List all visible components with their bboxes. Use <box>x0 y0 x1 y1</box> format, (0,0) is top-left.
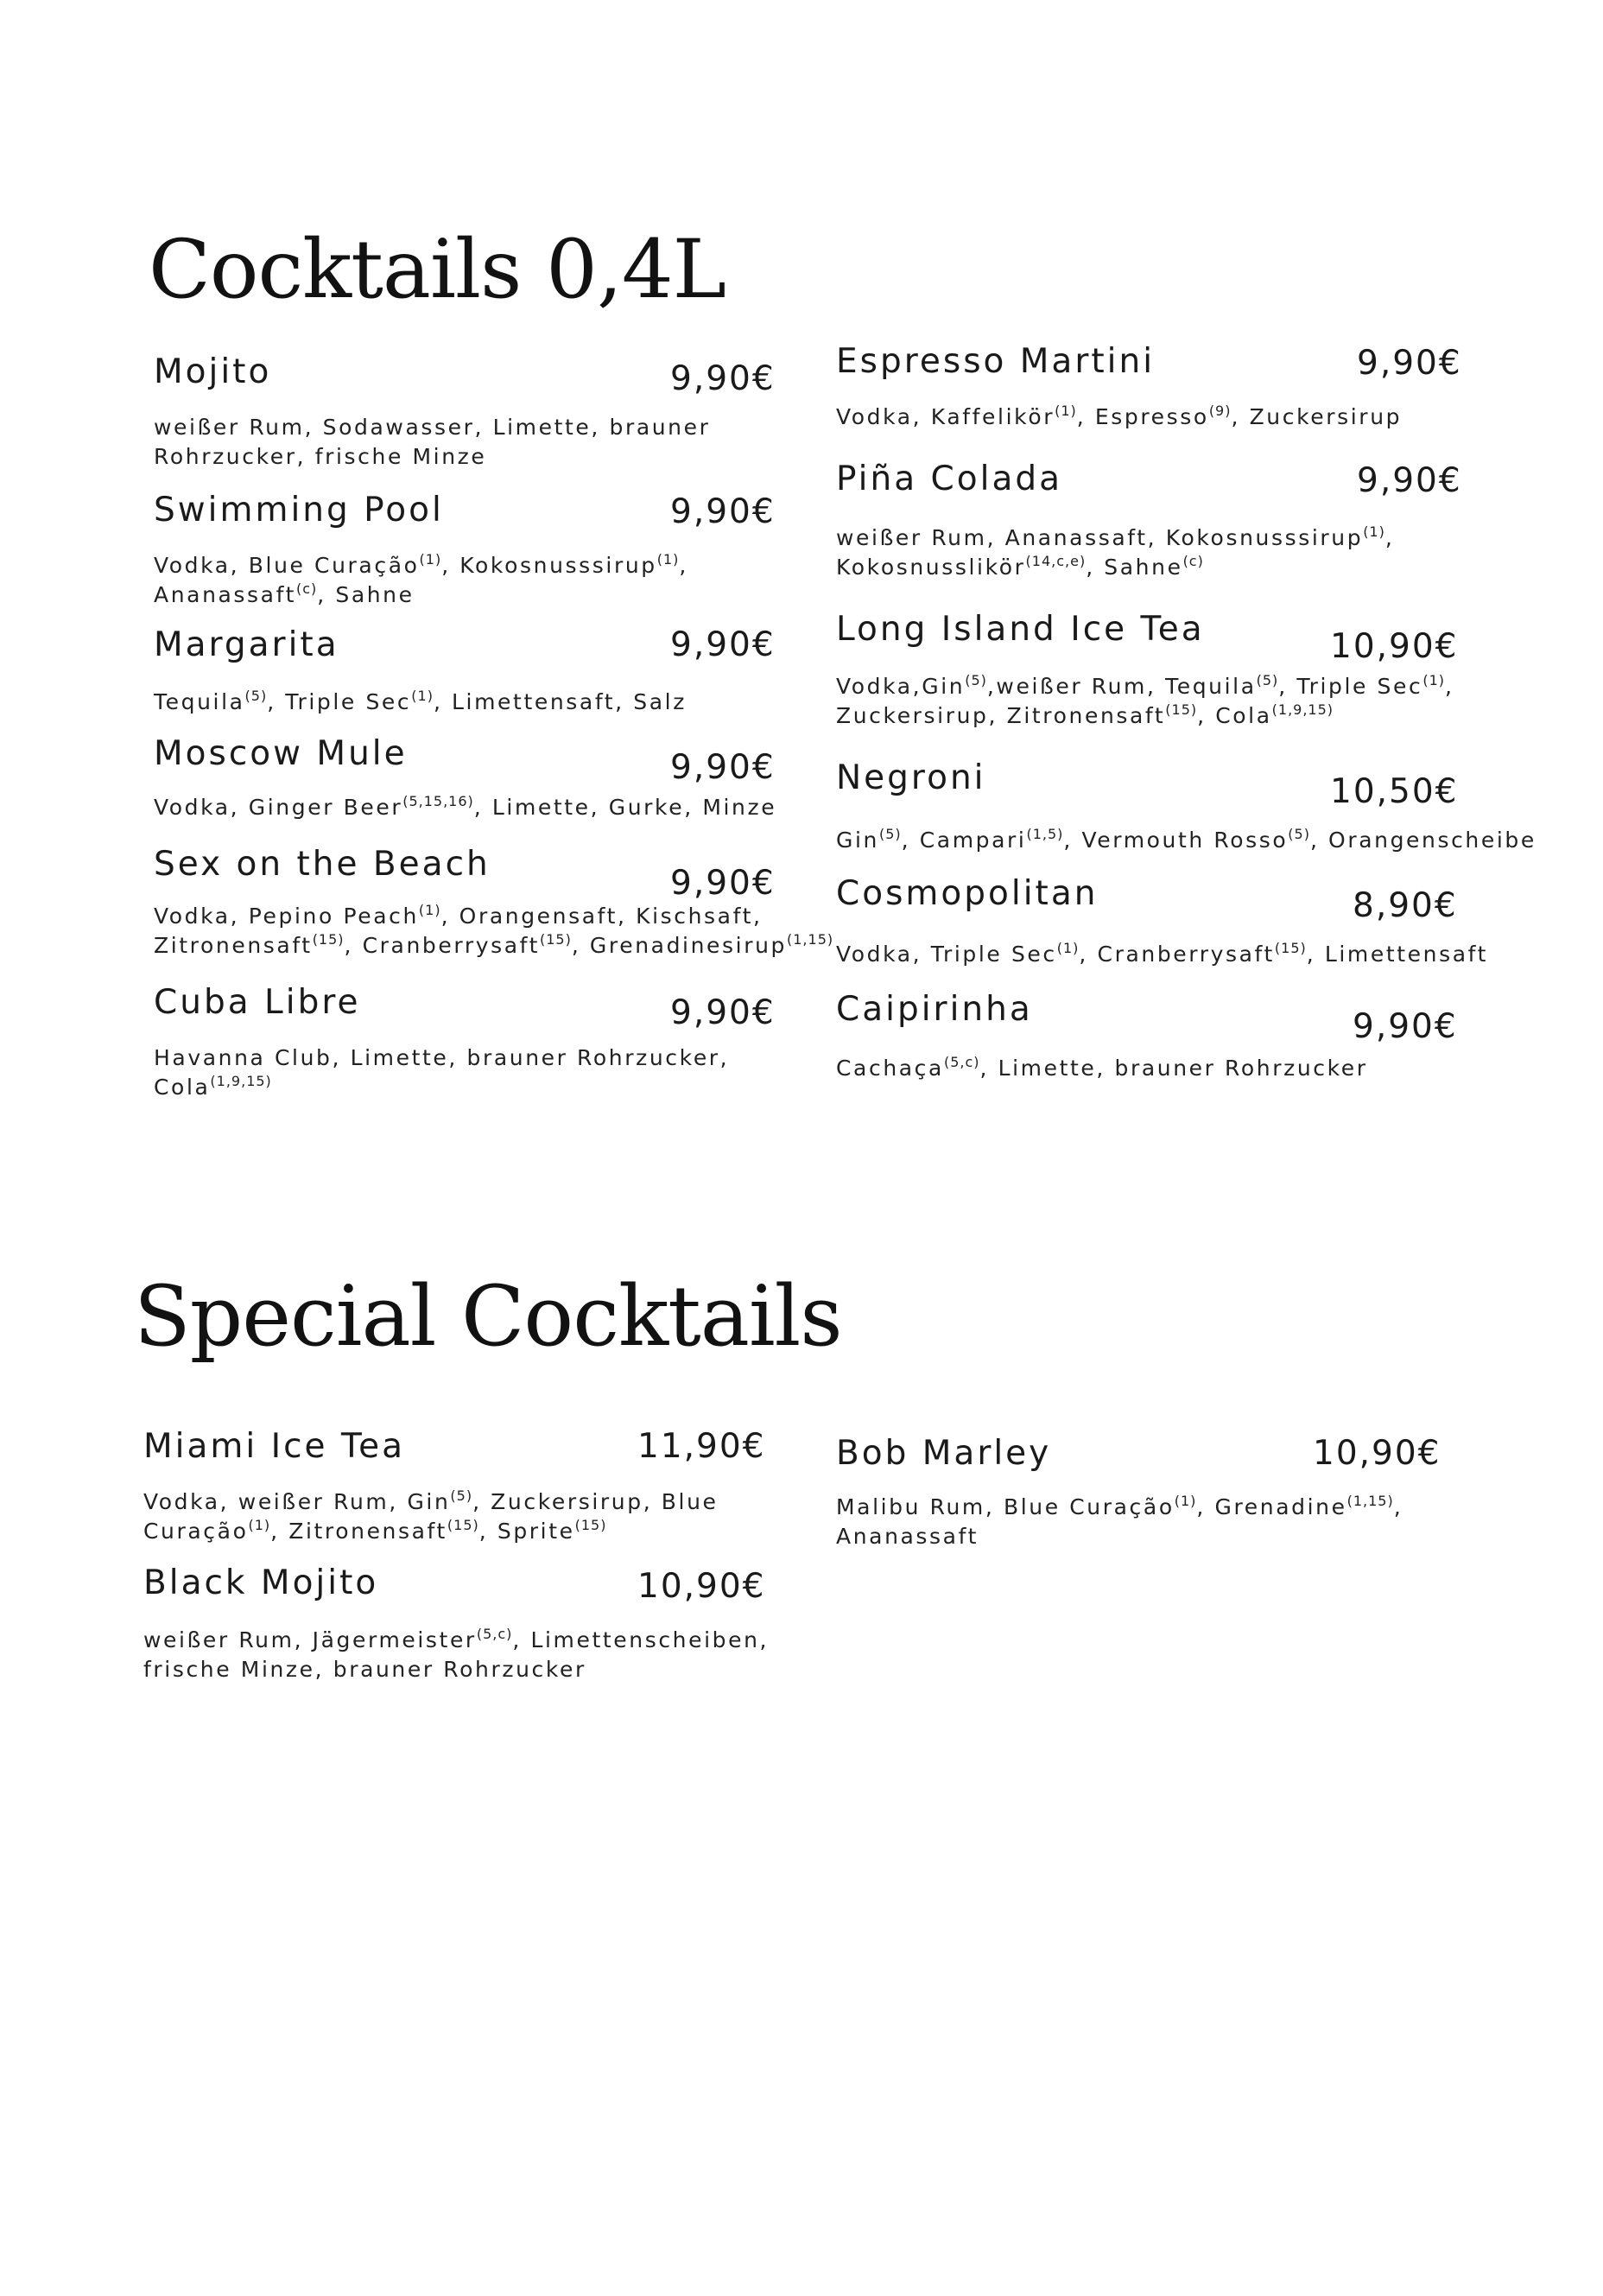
item-price: 9,90€ <box>670 864 776 903</box>
item-name: Negroni <box>836 758 986 797</box>
description-line <box>154 793 776 822</box>
item-price: 9,90€ <box>670 625 776 664</box>
description-line <box>154 551 688 580</box>
allergen-code: (1) <box>1174 1493 1197 1509</box>
description-text: , Limettensaft <box>1306 942 1488 967</box>
item-name: Bob Marley <box>836 1434 1052 1473</box>
description-text: Cachaça <box>836 1056 944 1081</box>
description-text: , Espresso <box>1076 404 1209 429</box>
description-line <box>836 701 1454 731</box>
description-text: , Zuckersirup <box>1231 404 1403 429</box>
description-text: , Limettenscheiben, <box>512 1627 770 1652</box>
allergen-code: (1) <box>1056 940 1080 956</box>
allergen-code: (5) <box>965 672 987 688</box>
description-line <box>836 826 1536 855</box>
item-name: Cosmopolitan <box>836 874 1099 913</box>
description-text: Malibu Rum, Blue Curação <box>836 1494 1175 1519</box>
description-line <box>836 1493 1403 1522</box>
description-line <box>154 442 711 472</box>
item-name: Black Mojito <box>143 1563 379 1602</box>
section-title-special-cocktails: Special Cocktails <box>134 1268 842 1365</box>
description-text: , Limette, brauner Rohrzucker <box>979 1056 1368 1081</box>
description-text: , <box>1384 525 1395 550</box>
description-line <box>143 1487 719 1517</box>
allergen-code: (1) <box>1422 672 1446 688</box>
item-price: 9,90€ <box>1357 344 1462 383</box>
description-text: weißer Rum, Ananassaft, Kokosnusssirup <box>836 525 1364 550</box>
description-line <box>836 1522 1403 1551</box>
allergen-code: (5) <box>1288 826 1310 842</box>
description-line <box>154 688 687 717</box>
description-text: , Limettensaft, Salz <box>433 689 687 714</box>
allergen-code: (5) <box>878 826 902 842</box>
description-text: Vodka, Triple Sec <box>836 942 1057 967</box>
description-text: , Kokosnusssirup <box>441 553 657 578</box>
description-text: Zitronensaft <box>154 933 313 958</box>
allergen-code: (5,c) <box>943 1054 980 1070</box>
item-price: 9,90€ <box>1357 461 1462 500</box>
allergen-code: (5,c) <box>476 1626 513 1642</box>
item-name: Miami Ice Tea <box>143 1427 406 1466</box>
description-text: Havanna Club, Limette, brauner Rohrzucker, <box>154 1045 730 1070</box>
description-text: Zuckersirup, Zitronensaft <box>836 703 1166 728</box>
description-line <box>836 523 1394 553</box>
item-price: 10,90€ <box>637 1567 766 1606</box>
allergen-code: (15) <box>447 1517 479 1533</box>
allergen-code: (1) <box>656 551 680 568</box>
allergen-code: (1) <box>248 1517 271 1533</box>
allergen-code: (1,15) <box>1346 1493 1394 1509</box>
allergen-code: (15) <box>1165 701 1198 718</box>
description-text: , Cranberrysaft <box>344 933 540 958</box>
item-description <box>836 826 1536 855</box>
description-text: , Grenadinesirup <box>571 933 787 958</box>
description-text: Vodka,Gin <box>836 674 966 699</box>
description-text: Gin <box>836 828 879 853</box>
description-text: Curação <box>143 1519 249 1544</box>
item-price: 9,90€ <box>670 993 776 1032</box>
allergen-code: (5) <box>450 1487 473 1504</box>
allergen-code: (9) <box>1208 403 1232 419</box>
allergen-code: (1,15) <box>787 931 834 948</box>
description-text: frische Minze, brauner Rohrzucker <box>143 1657 586 1682</box>
item-price: 10,50€ <box>1330 772 1459 811</box>
allergen-code: (15) <box>540 931 572 948</box>
allergen-code: (1) <box>419 551 442 568</box>
item-name: Mojito <box>154 352 272 391</box>
description-text: Vodka, Pepino Peach <box>154 904 419 929</box>
item-name: Long Island Ice Tea <box>836 610 1205 649</box>
description-text: ,weißer Rum, Tequila <box>986 674 1257 699</box>
description-line <box>836 403 1402 432</box>
description-text: , Orangensaft, Kischsaft, <box>440 904 763 929</box>
item-description <box>154 413 711 472</box>
item-name: Caipirinha <box>836 990 1033 1029</box>
item-name: Sex on the Beach <box>154 845 491 884</box>
description-text: , Sahne <box>1086 555 1183 580</box>
allergen-code: (15) <box>312 931 345 948</box>
item-price: 8,90€ <box>1353 886 1458 925</box>
item-description <box>836 1054 1368 1083</box>
item-name: Moscow Mule <box>154 734 408 773</box>
item-price: 9,90€ <box>1353 1007 1458 1046</box>
description-text: , Limette, Gurke, Minze <box>473 795 777 820</box>
description-line <box>154 1043 729 1073</box>
allergen-code: (15) <box>1274 940 1307 956</box>
description-text: , Triple Sec <box>1278 674 1423 699</box>
item-description <box>143 1487 719 1546</box>
item-description <box>836 672 1454 731</box>
item-description <box>154 793 776 822</box>
description-text: , Vermouth Rosso <box>1063 828 1289 853</box>
item-price: 9,90€ <box>670 359 776 398</box>
item-description <box>836 940 1488 969</box>
description-text: Vodka, Blue Curação <box>154 553 420 578</box>
item-description <box>154 1043 729 1102</box>
description-text: Cola <box>154 1075 211 1100</box>
description-text: , Cranberrysaft <box>1079 942 1275 967</box>
allergen-code: (c) <box>1182 553 1204 569</box>
description-text: Vodka, Ginger Beer <box>154 795 403 820</box>
description-line <box>154 1073 729 1102</box>
description-text: , Campari <box>901 828 1027 853</box>
allergen-code: (5) <box>244 688 268 704</box>
item-price: 10,90€ <box>1313 1434 1441 1473</box>
description-text: Ananassaft <box>154 582 296 607</box>
item-description <box>143 1626 769 1684</box>
allergen-code: (1) <box>418 902 441 918</box>
description-text: , Zuckersirup, Blue <box>472 1489 719 1514</box>
description-text: , <box>1393 1494 1403 1519</box>
description-text: weißer Rum, Jägermeister <box>143 1627 477 1652</box>
description-text: , Orangenscheibe <box>1309 828 1536 853</box>
description-line <box>836 1054 1368 1083</box>
description-text: Vodka, Kaffelikör <box>836 404 1055 429</box>
allergen-code: (1,9,15) <box>210 1073 272 1089</box>
description-line <box>836 672 1454 701</box>
item-name: Piña Colada <box>836 460 1062 498</box>
description-text: , <box>679 553 688 578</box>
description-text: Kokosnusslikör <box>836 555 1026 580</box>
allergen-code: (c) <box>295 580 318 597</box>
item-price: 9,90€ <box>670 748 776 787</box>
description-line <box>154 931 833 961</box>
item-price: 11,90€ <box>637 1427 766 1466</box>
item-description <box>154 902 833 961</box>
description-line <box>154 580 688 610</box>
item-description <box>154 551 688 610</box>
description-text: , Cola <box>1197 703 1272 728</box>
description-text: Rohrzucker, frische Minze <box>154 444 487 469</box>
description-text: , Sahne <box>317 582 415 607</box>
allergen-code: (1) <box>1055 403 1077 419</box>
item-description <box>836 523 1394 582</box>
description-text: , Grenadine <box>1196 1494 1347 1519</box>
item-price: 10,90€ <box>1330 627 1459 666</box>
description-text: , Triple Sec <box>267 689 412 714</box>
item-name: Cuba Libre <box>154 983 361 1022</box>
allergen-code: (5) <box>1256 672 1279 688</box>
description-line <box>154 413 711 442</box>
description-text: , <box>1445 674 1454 699</box>
description-text: Ananassaft <box>836 1524 979 1549</box>
description-line <box>836 553 1394 582</box>
description-text: , Sprite <box>478 1519 575 1544</box>
description-text: Tequila <box>154 689 245 714</box>
allergen-code: (1,5) <box>1026 826 1064 842</box>
description-line <box>143 1626 769 1655</box>
description-text: Vodka, weißer Rum, Gin <box>143 1489 451 1514</box>
description-text: , Zitronensaft <box>270 1519 447 1544</box>
allergen-code: (1) <box>411 688 434 704</box>
section-title-cocktails: Cocktails 0,4L <box>149 223 726 317</box>
description-text: weißer Rum, Sodawasser, Limette, brauner <box>154 415 711 440</box>
description-line <box>836 940 1488 969</box>
item-name: Margarita <box>154 625 339 664</box>
allergen-code: (15) <box>574 1517 607 1533</box>
item-name: Espresso Martini <box>836 342 1156 381</box>
item-description <box>836 1493 1403 1551</box>
allergen-code: (5,15,16) <box>402 793 474 809</box>
description-line <box>143 1655 769 1684</box>
item-description <box>836 403 1402 432</box>
item-price: 9,90€ <box>670 492 776 531</box>
description-line <box>154 902 833 931</box>
item-description <box>154 688 687 717</box>
allergen-code: (1,9,15) <box>1271 701 1334 718</box>
item-name: Swimming Pool <box>154 491 444 530</box>
allergen-code: (14,c,e) <box>1025 553 1087 569</box>
description-line <box>143 1517 719 1546</box>
allergen-code: (1) <box>1363 523 1385 540</box>
